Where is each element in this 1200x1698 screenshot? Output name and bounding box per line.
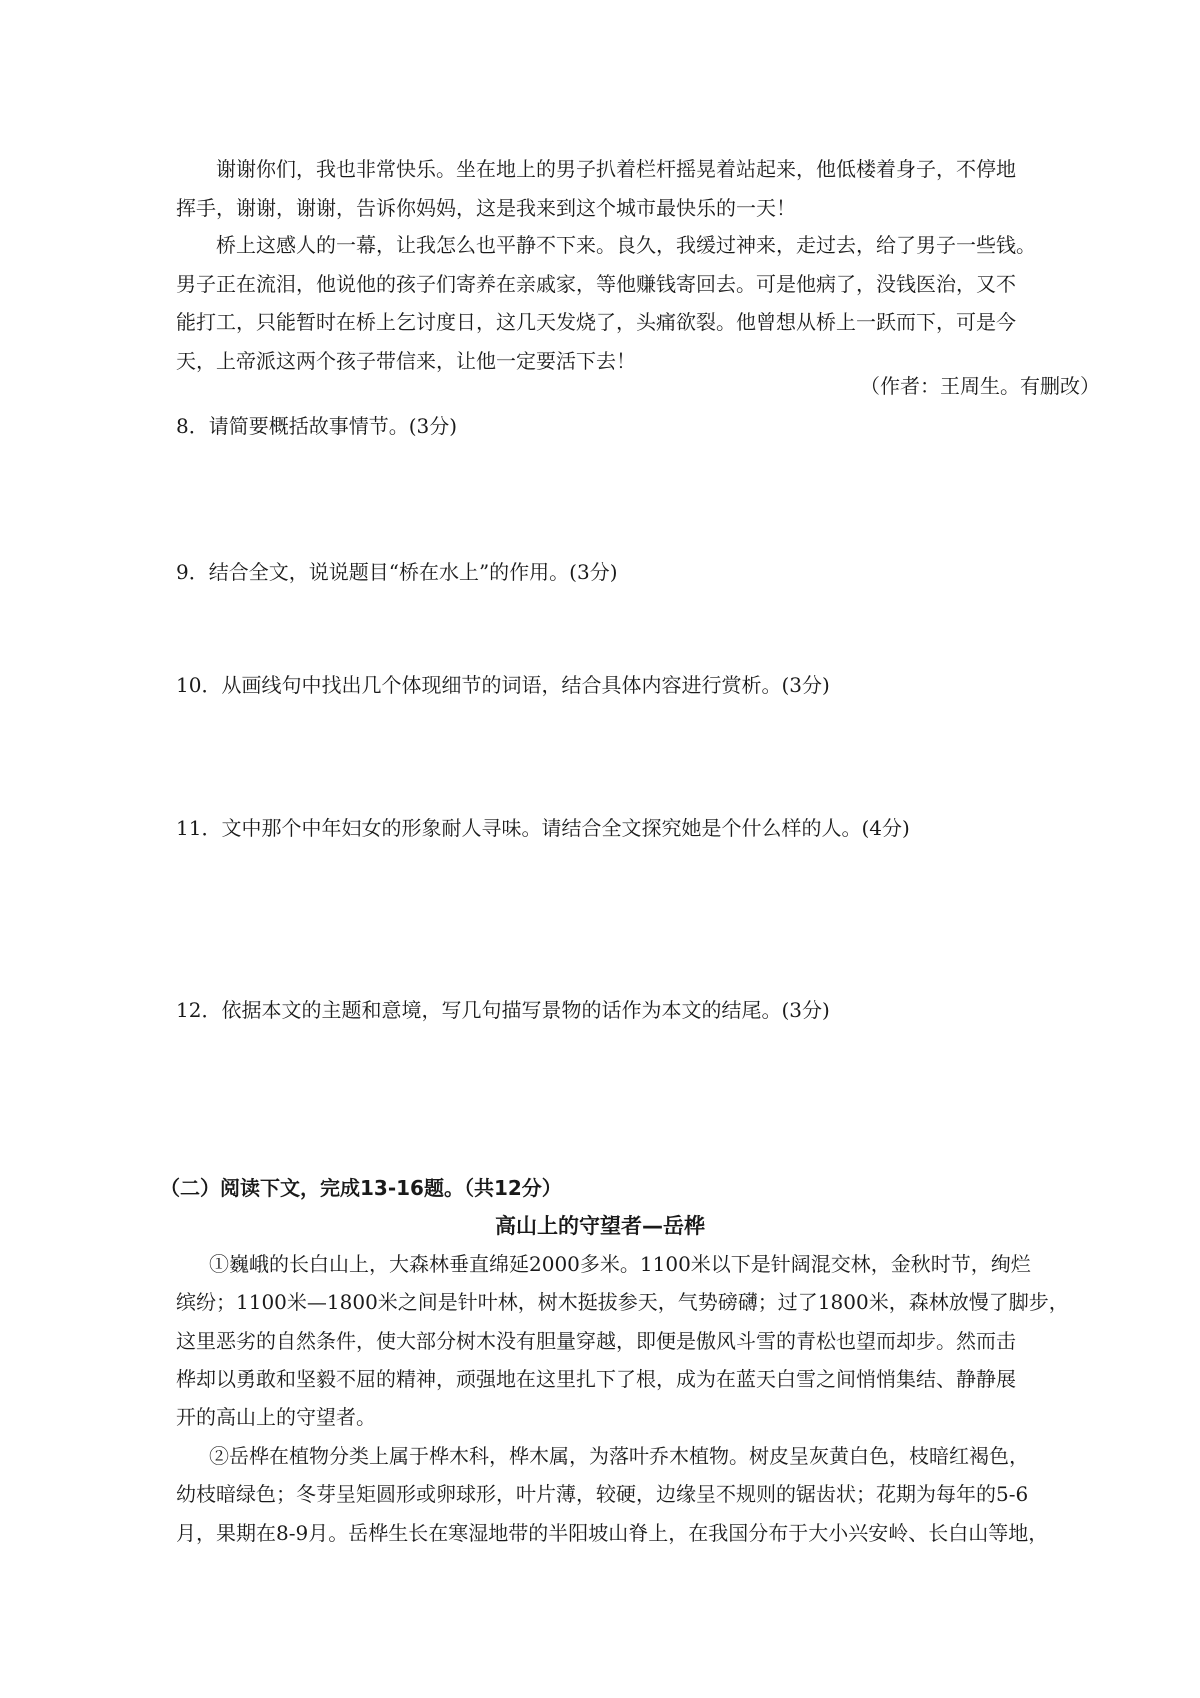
question-11: 11．文中那个中年妇女的形象耐人寻味。请结合全文探究她是个什么样的人。(4分)	[176, 816, 910, 840]
section-heading: （二）阅读下文，完成13-16题。（共12分）	[160, 1176, 562, 1200]
text-line: ①巍峨的长白山上，大森林垂直绵延2000多米。1100米以下是针阔混交林，金秋时节，绚烂	[209, 1252, 1031, 1276]
text-line: 缤纷；1100米—1800米之间是针叶林，树木挺拔参天，气势磅礴；过了1800米，森林放慢了脚步，	[176, 1290, 1069, 1315]
text-line: 桦却以勇敢和坚毅不屈的精神，顽强地在这里扎下了根，成为在蓝天白雪之间悄悄集结、静静展	[176, 1366, 1016, 1391]
text-line: 月，果期在8-9月。岳桦生长在寒湿地带的半阳坡山脊上，在我国分布于大小兴安岭、长白山等地，	[176, 1520, 1049, 1545]
author-credit: （作者：王周生。有删改）	[860, 374, 1100, 398]
story-paragraph-2	[176, 226, 1100, 380]
text-line: 桥上这感人的一幕，让我怎么也平静不下来。良久，我缓过神来，走过去，给了男子一些钱。	[216, 233, 1036, 257]
text-line: 幼枝暗绿色；冬芽呈矩圆形或卵球形，叶片薄，较硬，边缘呈不规则的锯齿状；花期为每年的5-6	[176, 1482, 1029, 1507]
text-line: 挥手，谢谢，谢谢，告诉你妈妈，这是我来到这个城市最快乐的一天！	[176, 195, 796, 220]
text-line: 天，上帝派这两个孩子带信来，让他一定要活下去！	[176, 348, 636, 373]
text-line: 谢谢你们，我也非常快乐。坐在地上的男子扒着栏杆摇晃着站起来，他低楼着身子，不停地	[216, 157, 1016, 181]
text-line: 开的高山上的守望者。	[176, 1405, 376, 1430]
question-10: 10．从画线句中找出几个体现细节的词语，结合具体内容进行赏析。(3分)	[176, 673, 830, 697]
article-paragraph-2	[176, 1437, 1100, 1552]
question-12: 12．依据本文的主题和意境，写几句描写景物的话作为本文的结尾。(3分)	[176, 998, 830, 1022]
text-line: 男子正在流泪，他说他的孩子们寄养在亲戚家，等他赚钱寄回去。可是他病了，没钱医治，又不	[176, 271, 1016, 296]
text-line: 能打工，只能暂时在桥上乞讨度日，这几天发烧了，头痛欲裂。他曾想从桥上一跃而下，可是今	[176, 310, 1016, 334]
article-title: 高山上的守望者—岳桦	[495, 1214, 705, 1238]
story-paragraph-1	[176, 150, 1100, 227]
article-paragraph-1	[176, 1245, 1100, 1436]
text-line: 这里恶劣的自然条件，使大部分树木没有胆量穿越，即便是傲风斗雪的青松也望而却步。然而击	[176, 1328, 1016, 1353]
text-line: ②岳桦在植物分类上属于桦木科，桦木属，为落叶乔木植物。树皮呈灰黄白色，枝暗红褐色，	[209, 1444, 1029, 1468]
question-8: 8．请简要概括故事情节。(3分)	[176, 414, 458, 438]
question-9: 9．结合全文，说说题目“桥在水上”的作用。(3分)	[176, 560, 618, 584]
